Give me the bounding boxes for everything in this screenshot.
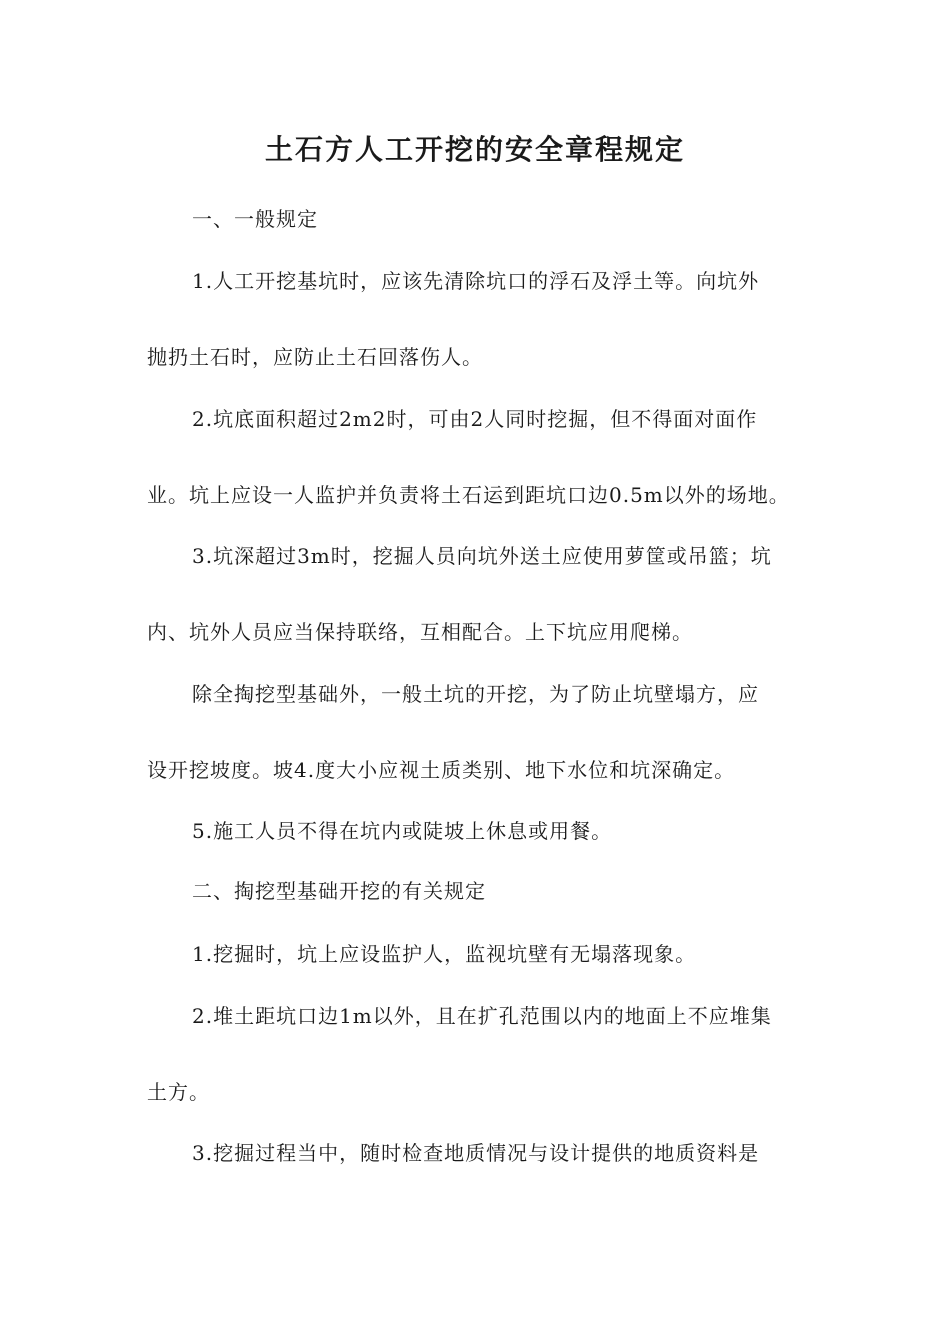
section-heading-general: 一、一般规定 <box>192 207 318 231</box>
paragraph-line: 抛扔土石时，应防止土石回落伤人。 <box>147 345 483 369</box>
paragraph-line: 2.坑底面积超过2m2时，可由2人同时挖掘，但不得面对面作 <box>192 407 758 431</box>
section-heading-excavation: 二、掏挖型基础开挖的有关规定 <box>192 879 486 903</box>
paragraph-line: 内、坑外人员应当保持联络，互相配合。上下坑应用爬梯。 <box>147 620 693 644</box>
paragraph-line: 2.堆土距坑口边1m以外，且在扩孔范围以内的地面上不应堆集 <box>192 1004 772 1028</box>
document-title: 土石方人工开挖的安全章程规定 <box>264 133 685 166</box>
paragraph-line: 3.挖掘过程当中，随时检查地质情况与设计提供的地质资料是 <box>192 1141 760 1165</box>
paragraph-line: 土方。 <box>147 1080 210 1104</box>
paragraph-line: 1.挖掘时，坑上应设监护人，监视坑壁有无塌落现象。 <box>192 942 697 966</box>
paragraph-line: 3.坑深超过3m时，挖掘人员向坑外送土应使用萝筐或吊篮；坑 <box>192 544 772 568</box>
paragraph-line: 设开挖坡度。坡4.度大小应视土质类别、地下水位和坑深确定。 <box>147 758 736 782</box>
paragraph-line: 除全掏挖型基础外，一般土坑的开挖，为了防止坑壁塌方，应 <box>192 682 759 706</box>
paragraph-line: 1.人工开挖基坑时，应该先清除坑口的浮石及浮土等。向坑外 <box>192 269 760 293</box>
paragraph-line: 业。坑上应设一人监护并负责将土石运到距坑口边0.5m以外的场地。 <box>147 483 790 507</box>
paragraph-line: 5.施工人员不得在坑内或陡坡上休息或用餐。 <box>192 819 613 843</box>
